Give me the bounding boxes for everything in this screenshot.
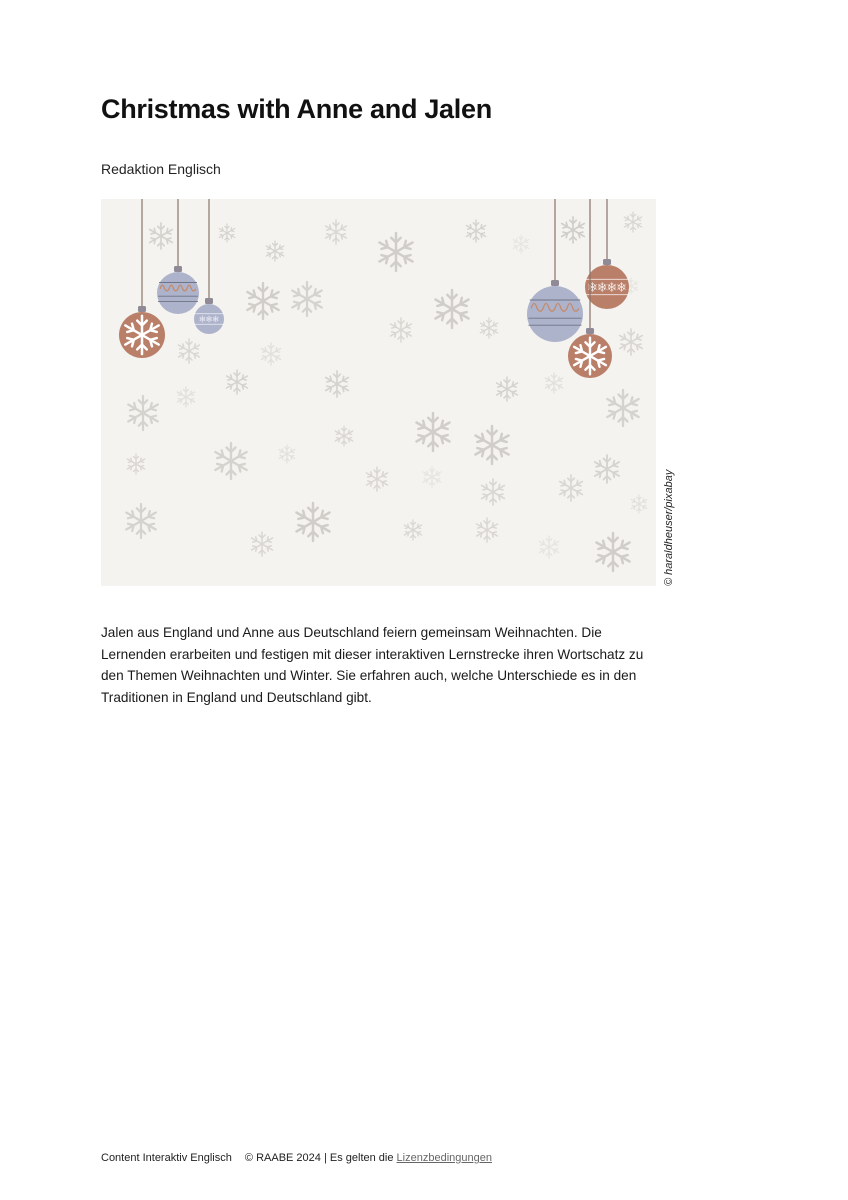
snowflake [475, 426, 508, 464]
snowflake [219, 224, 235, 242]
snowflake [404, 520, 421, 540]
snowflake [423, 467, 440, 487]
snowflake [296, 503, 329, 541]
ornament [157, 199, 199, 314]
snowflake [215, 443, 246, 479]
author-line: Redaktion Englisch [101, 161, 221, 177]
snowflake [480, 318, 497, 338]
footer [101, 1152, 492, 1164]
footer-product: Content Interaktiv Englisch [101, 1152, 232, 1164]
ornament [527, 199, 583, 342]
snowflake [326, 220, 347, 244]
ornament [585, 199, 629, 309]
snowflake [367, 467, 388, 491]
snowflake [513, 235, 529, 253]
snowflake [266, 241, 283, 261]
snowflake [435, 290, 468, 328]
snowflake [497, 377, 518, 401]
snowflake [416, 413, 449, 451]
snowflake [127, 454, 144, 474]
snowflake [466, 220, 485, 242]
snowflake [607, 390, 638, 426]
snowflake [279, 445, 295, 463]
snowflakes [126, 212, 647, 571]
snowflake [252, 532, 273, 556]
christmas-illustration [101, 199, 656, 586]
license-link[interactable]: Lizenzbedingungen [396, 1152, 492, 1164]
page-title: Christmas with Anne and Jalen [101, 94, 492, 124]
snowflake [596, 533, 629, 571]
snowflake [379, 233, 412, 271]
snowflake [562, 217, 585, 243]
snowflake [560, 475, 583, 501]
snowflake [631, 495, 647, 513]
snowflake [292, 282, 322, 316]
snowflake [620, 329, 643, 355]
image-credit: © haraldheuser/pixabay [663, 469, 675, 586]
snowflake [391, 318, 412, 342]
hanging-ornaments [119, 199, 629, 378]
snowflake [179, 339, 200, 363]
snowflake [247, 283, 278, 319]
snowflake [335, 426, 352, 446]
snowflake [126, 504, 156, 538]
snowflake [477, 518, 498, 542]
intro-paragraph: Jalen aus England und Anne aus Deutschland feiern gemeinsam Weihnachten. Die Lernenden erarbeiten und festigen mit dieser interaktiven Lernstrecke ihren Wortschatz zu den Themen Weihnachten und Winter. Sie erfahren auch, welche Unterschiede es in den Traditionen in England und Deutschland gibt. [101, 625, 644, 705]
illustration-canvas [101, 199, 656, 586]
snowflake [595, 455, 619, 483]
ornament [194, 199, 224, 334]
snowflake [545, 373, 562, 393]
snowflake [624, 212, 641, 232]
snowflake [326, 371, 349, 397]
snowflake [150, 223, 173, 249]
snowflake [177, 387, 194, 407]
snowflake [482, 479, 505, 505]
snowflake [539, 536, 558, 558]
snowflake [128, 396, 158, 430]
snowflake [227, 370, 248, 394]
ornament [119, 199, 165, 358]
footer-copyright: © RAABE 2024 | Es gelten die [244, 1152, 394, 1164]
snowflake [261, 343, 280, 365]
